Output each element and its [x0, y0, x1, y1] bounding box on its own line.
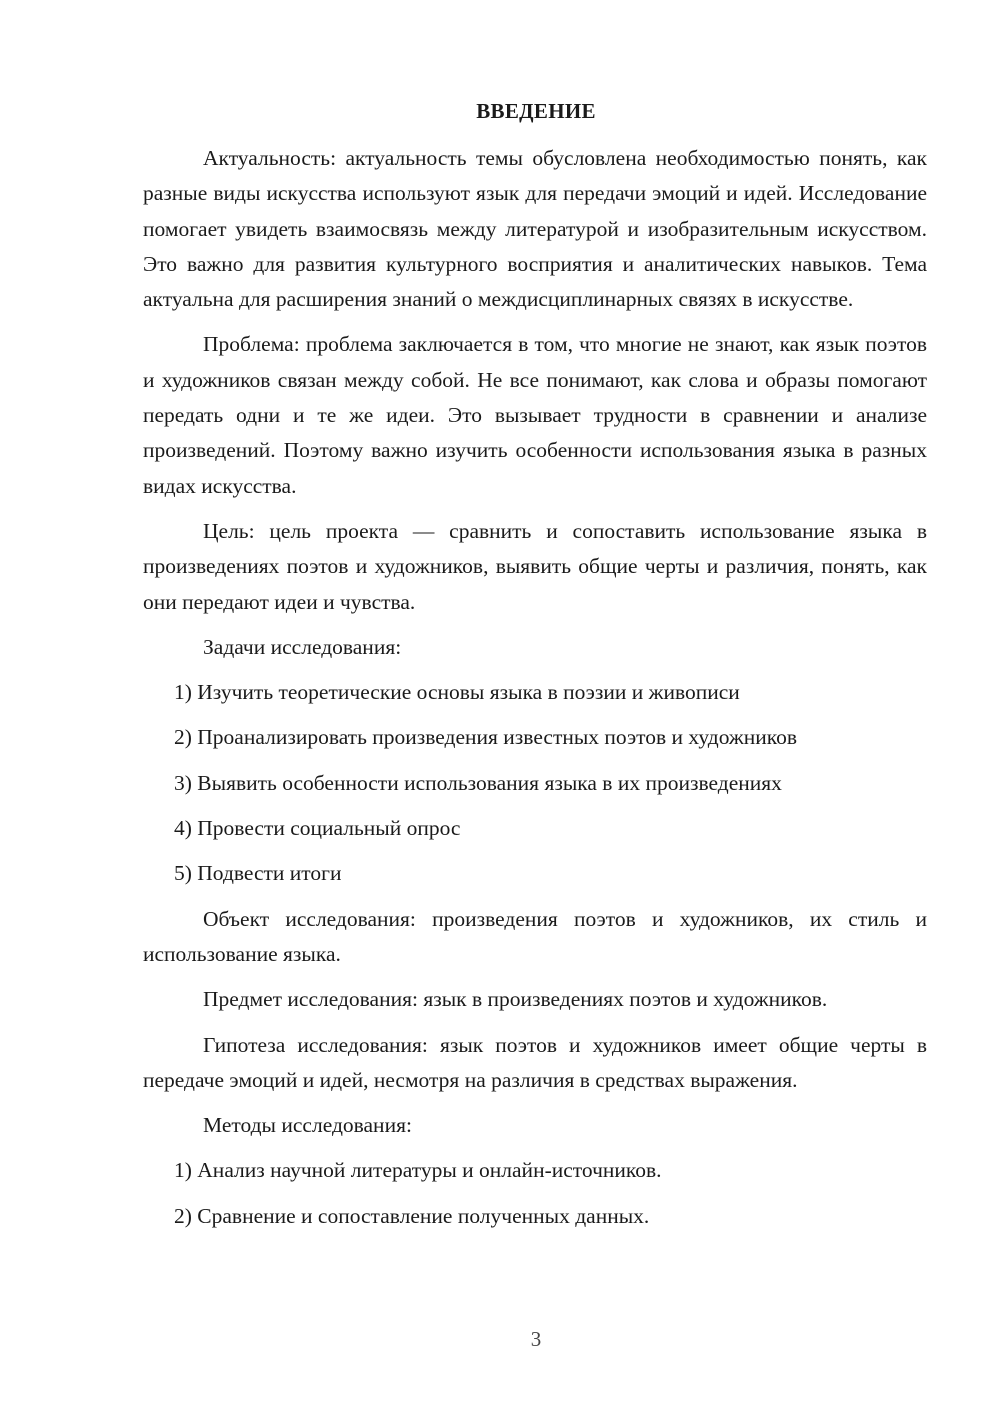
object-paragraph: Объект исследования: произведения поэтов и художников, их стиль и использование языка.	[143, 906, 927, 966]
goal-paragraph: Цель: цель проекта — сравнить и сопоставить использование языка в произведениях поэтов и художников, выявить общие черты и различия, понять, как они передают идеи и чувства.	[143, 518, 927, 614]
relevance-paragraph: Актуальность: актуальность темы обусловлена необходимостью понять, как разные виды искусства используют язык для передачи эмоций и идей. Исследование помогает увидеть взаимосвязь между литературой и изобразительным искусством. Это важно для развития культурного восприятия и аналитических навыков. Тема актуальна для расширения знаний о междисциплинарных связях в искусстве.	[143, 146, 927, 312]
task-item-1: 1) Изучить теоретические основы языка в поэзии и живописи	[174, 680, 740, 705]
page-title: ВВЕДЕНИЕ	[476, 99, 596, 123]
method-item-1: 1) Анализ научной литературы и онлайн-источников.	[174, 1158, 662, 1183]
methods-heading: Методы исследования:	[203, 1113, 412, 1138]
task-item-4: 4) Провести социальный опрос	[174, 816, 461, 841]
problem-paragraph: Проблема: проблема заключается в том, что многие не знают, как язык поэтов и художников связан между собой. Не все понимают, как слова и образы помогают передать одни и те же идеи. Это вызывает трудности в сравнении и анализе произведений. Поэтому важно изучить особенности использования языка в разных видах искусства.	[143, 332, 927, 498]
tasks-heading: Задачи исследования:	[203, 634, 402, 659]
task-item-5: 5) Подвести итоги	[174, 861, 342, 886]
hypothesis-paragraph: Гипотеза исследования: язык поэтов и художников имеет общие черты в передаче эмоций и идей, несмотря на различия в средствах выражения.	[143, 1032, 927, 1092]
subject-paragraph: Предмет исследования: язык в произведениях поэтов и художников.	[203, 987, 828, 1012]
main-content	[143, 141, 927, 1244]
task-item-2: 2) Проанализировать произведения известных поэтов и художников	[174, 725, 798, 750]
page-number: 3	[530, 1327, 542, 1351]
task-item-3: 3) Выявить особенности использования языка в их произведениях	[174, 770, 782, 795]
method-item-2: 2) Сравнение и сопоставление полученных данных.	[174, 1203, 650, 1228]
